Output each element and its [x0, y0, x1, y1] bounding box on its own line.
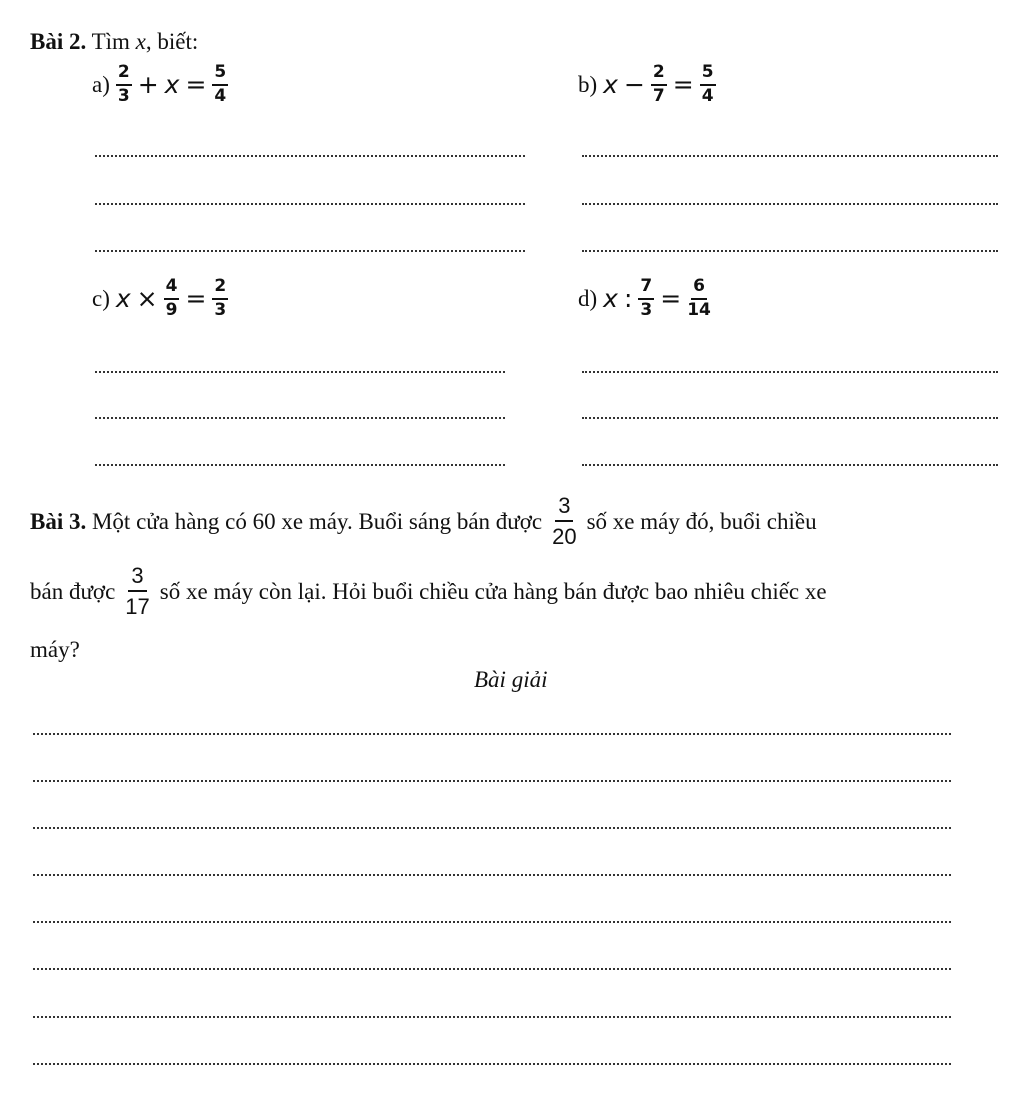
problem-a-frac2: [212, 64, 228, 106]
frac-numerator: 5: [700, 64, 716, 86]
answer-line-c-3[interactable]: [95, 464, 505, 466]
frac-denominator: 3: [640, 299, 653, 320]
variable-x: x: [115, 284, 131, 314]
equals-sign: =: [185, 70, 207, 100]
problem-a-letter: a): [92, 72, 110, 98]
bai3-line-1: [30, 494, 817, 548]
frac-numerator: 2: [212, 278, 228, 300]
bai3-frac-1: [552, 494, 576, 548]
bai3-line-2: [30, 564, 827, 618]
answer-line-c-2[interactable]: [95, 417, 505, 419]
variable-x: x: [603, 284, 618, 314]
bai2-variable: x: [135, 29, 146, 54]
frac-numerator: 3: [128, 564, 146, 592]
bai3-label: Bài 3.: [30, 508, 87, 534]
equals-sign: =: [185, 284, 207, 314]
answer-line-d-1[interactable]: [582, 371, 998, 373]
equals-sign: =: [672, 70, 694, 100]
plus-sign: +: [137, 70, 159, 100]
answer-line-a-2[interactable]: [95, 203, 525, 205]
problem-c-letter: c): [92, 286, 110, 312]
bai3-text-1: Một cửa hàng có 60 xe máy. Buổi sáng bán được: [91, 508, 543, 534]
frac-numerator: 6: [691, 278, 707, 300]
frac-numerator: 2: [116, 64, 132, 86]
bai3-text-4: số xe máy còn lại. Hỏi buổi chiều cửa hàng bán được bao nhiêu chiếc xe: [159, 578, 827, 604]
frac-denominator: 3: [117, 85, 130, 106]
variable-x: x: [164, 70, 180, 100]
problem-c: [92, 278, 228, 320]
problem-c-frac1: [164, 278, 180, 320]
frac-numerator: 2: [651, 64, 667, 86]
frac-numerator: 5: [212, 64, 228, 86]
minus-sign: −: [623, 70, 645, 100]
problem-c-frac2: [212, 278, 228, 320]
solution-line-6[interactable]: [33, 968, 951, 970]
frac-denominator: 20: [552, 524, 577, 550]
equals-sign: =: [660, 284, 682, 314]
problem-d: [578, 278, 711, 320]
bai2-label: Bài 2.: [30, 29, 87, 54]
variable-x: x: [603, 70, 618, 100]
answer-line-a-3[interactable]: [95, 250, 525, 252]
answer-line-d-3[interactable]: [582, 464, 998, 466]
solution-line-2[interactable]: [33, 780, 951, 782]
solution-line-4[interactable]: [33, 874, 951, 876]
problem-b-frac2: [700, 64, 716, 106]
problem-d-letter: d): [578, 286, 598, 312]
solution-line-8[interactable]: [33, 1063, 951, 1065]
frac-denominator: 4: [214, 85, 227, 106]
solution-line-1[interactable]: [33, 733, 951, 735]
solution-line-7[interactable]: [33, 1016, 951, 1018]
answer-line-d-2[interactable]: [582, 417, 998, 419]
answer-line-a-1[interactable]: [95, 155, 525, 157]
frac-numerator: 4: [164, 278, 180, 300]
problem-d-frac1: [638, 278, 654, 320]
times-sign: ×: [136, 284, 158, 314]
frac-denominator: 9: [165, 299, 178, 320]
problem-d-frac2: [687, 278, 711, 320]
answer-line-b-2[interactable]: [582, 203, 998, 205]
bai2-heading: [30, 30, 198, 53]
bai3-text-5: máy?: [30, 637, 80, 662]
frac-numerator: 3: [555, 494, 573, 522]
frac-denominator: 14: [687, 299, 711, 320]
problem-b-frac1: [651, 64, 667, 106]
solution-line-5[interactable]: [33, 921, 951, 923]
frac-denominator: 7: [652, 85, 665, 106]
problem-a: [92, 64, 228, 106]
answer-line-c-1[interactable]: [95, 371, 505, 373]
problem-a-frac1: [116, 64, 132, 106]
problem-b: [578, 64, 716, 106]
solution-title: Bài giải: [474, 667, 548, 692]
bai2-instruction-post: , biết:: [145, 29, 199, 54]
frac-denominator: 3: [214, 299, 227, 320]
frac-denominator: 4: [701, 85, 714, 106]
bai3-frac-2: [125, 564, 149, 618]
frac-numerator: 7: [638, 278, 654, 300]
bai2-instruction-pre: Tìm: [91, 29, 136, 54]
bai3-text-3: bán được: [30, 578, 116, 604]
bai3-text-2: số xe máy đó, buổi chiều: [586, 508, 817, 534]
answer-line-b-1[interactable]: [582, 155, 998, 157]
frac-denominator: 17: [125, 594, 150, 620]
divide-sign: :: [623, 284, 633, 314]
solution-line-3[interactable]: [33, 827, 951, 829]
answer-line-b-3[interactable]: [582, 250, 998, 252]
problem-b-letter: b): [578, 72, 598, 98]
